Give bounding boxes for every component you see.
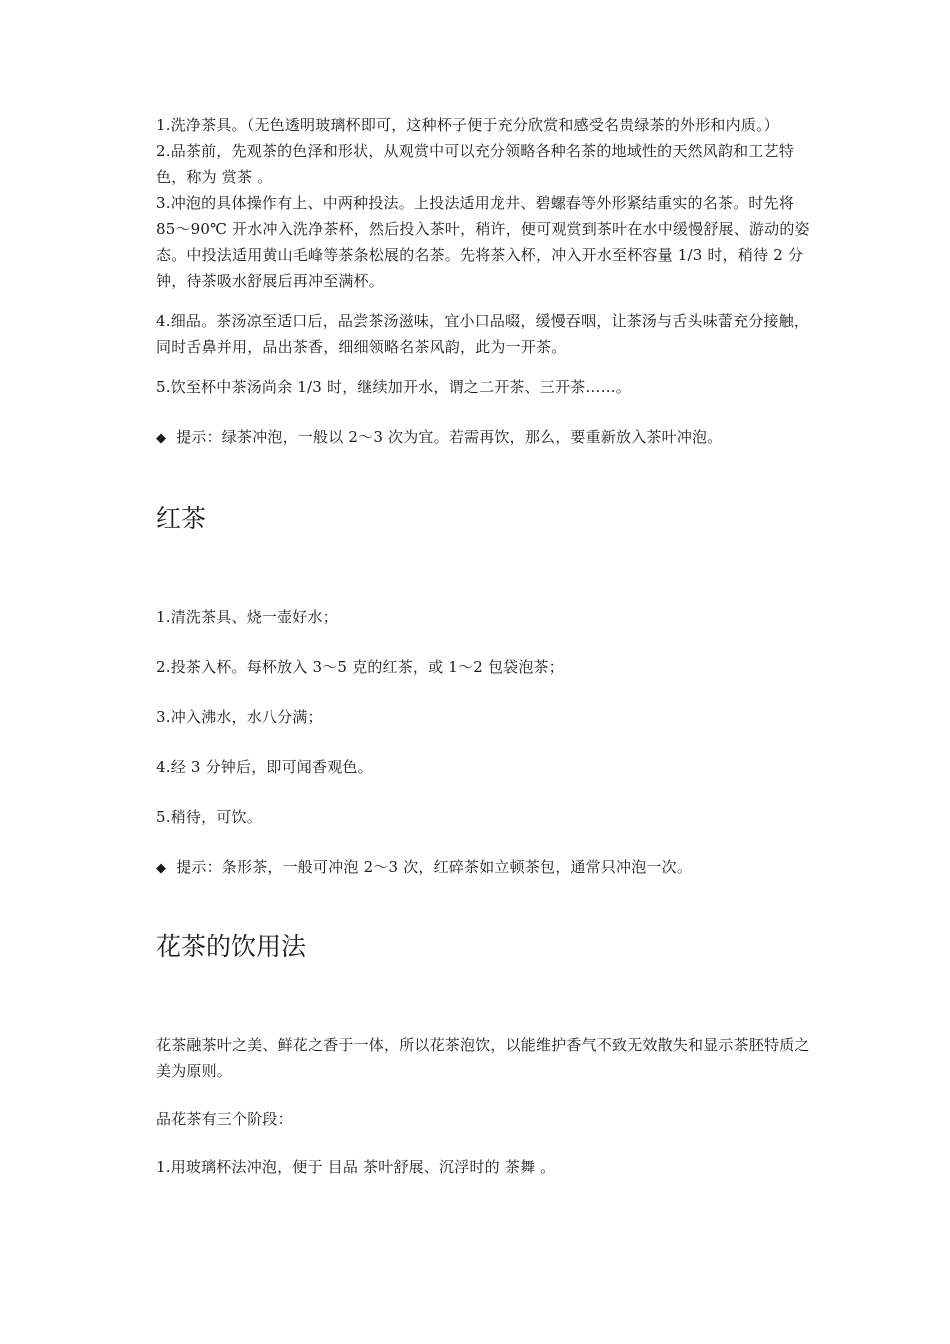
flower-tea-step-1: 1.用玻璃杯法冲泡，便于 目品 茶叶舒展、沉浮时的 茶舞 。 xyxy=(156,1158,556,1176)
diamond-bullet-icon: ◆ xyxy=(156,431,167,446)
black-tea-step-3: 3.冲入沸水，水八分满； xyxy=(156,708,323,726)
diamond-bullet-icon: ◆ xyxy=(156,861,167,876)
green-tea-step-5: 5.饮至杯中茶汤尚余 1/3 时，继续加开水，谓之二开茶、三开茶……。 xyxy=(156,378,631,396)
flower-tea-stages-label: 品花茶有三个阶段： xyxy=(156,1110,293,1128)
green-tea-tip xyxy=(156,424,816,452)
document-page xyxy=(156,112,816,1180)
black-tea-step-1: 1.清洗茶具、烧一壶好水； xyxy=(156,608,338,626)
green-tea-step-3: 3.冲泡的具体操作有上、中两种投法。上投法适用龙井、碧螺春等外形紧结重实的名茶。时先将 85～90℃ 开水冲入洗净茶杯，然后投入茶叶，稍许，便可观赏到茶叶在水中缓慢舒展、游动的姿态。中投法适用黄山毛峰等茶条松展的名茶。先将茶入杯，冲入开水至杯容量 1/3 时，稍待 2 分钟，待茶吸水舒展后再冲至满杯。 xyxy=(156,194,810,290)
green-tea-step-2: 2.品茶前，先观茶的色泽和形状，从观赏中可以充分领略各种名茶的地域性的天然风韵和工艺特色，称为 赏茶 。 xyxy=(156,142,794,186)
flower-tea-heading: 花茶的饮用法 xyxy=(156,932,307,961)
black-tea-tip xyxy=(156,854,816,882)
flower-tea-intro: 花茶融茶叶之美、鲜花之香于一体，所以花茶泡饮，以能维护香气不致无效散失和显示茶胚特质之美为原则。 xyxy=(156,1036,810,1080)
black-tea-heading: 红茶 xyxy=(156,504,207,533)
black-tea-step-5: 5.稍待，可饮。 xyxy=(156,808,262,826)
black-tea-step-4: 4.经 3 分钟后，即可闻香观色。 xyxy=(156,758,373,776)
black-tea-tip-text: 提示：条形茶，一般可冲泡 2～3 次，红碎茶如立顿茶包，通常只冲泡一次。 xyxy=(176,858,693,876)
black-tea-step-2: 2.投茶入杯。每杯放入 3～5 克的红茶，或 1～2 包袋泡茶； xyxy=(156,658,564,676)
green-tea-step-1: 1.洗净茶具。（无色透明玻璃杯即可，这种杯子便于充分欣赏和感受名贵绿茶的外形和内质。） xyxy=(156,116,779,134)
green-tea-tip-text: 提示：绿茶冲泡，一般以 2～3 次为宜。若需再饮，那么，要重新放入茶叶冲泡。 xyxy=(176,428,723,446)
green-tea-step-4: 4.细品。茶汤凉至适口后，品尝茶汤滋味，宜小口品啜，缓慢吞咽，让茶汤与舌头味蕾充分接触，同时舌鼻并用，品出茶香，细细领略名茶风韵，此为一开茶。 xyxy=(156,312,810,356)
